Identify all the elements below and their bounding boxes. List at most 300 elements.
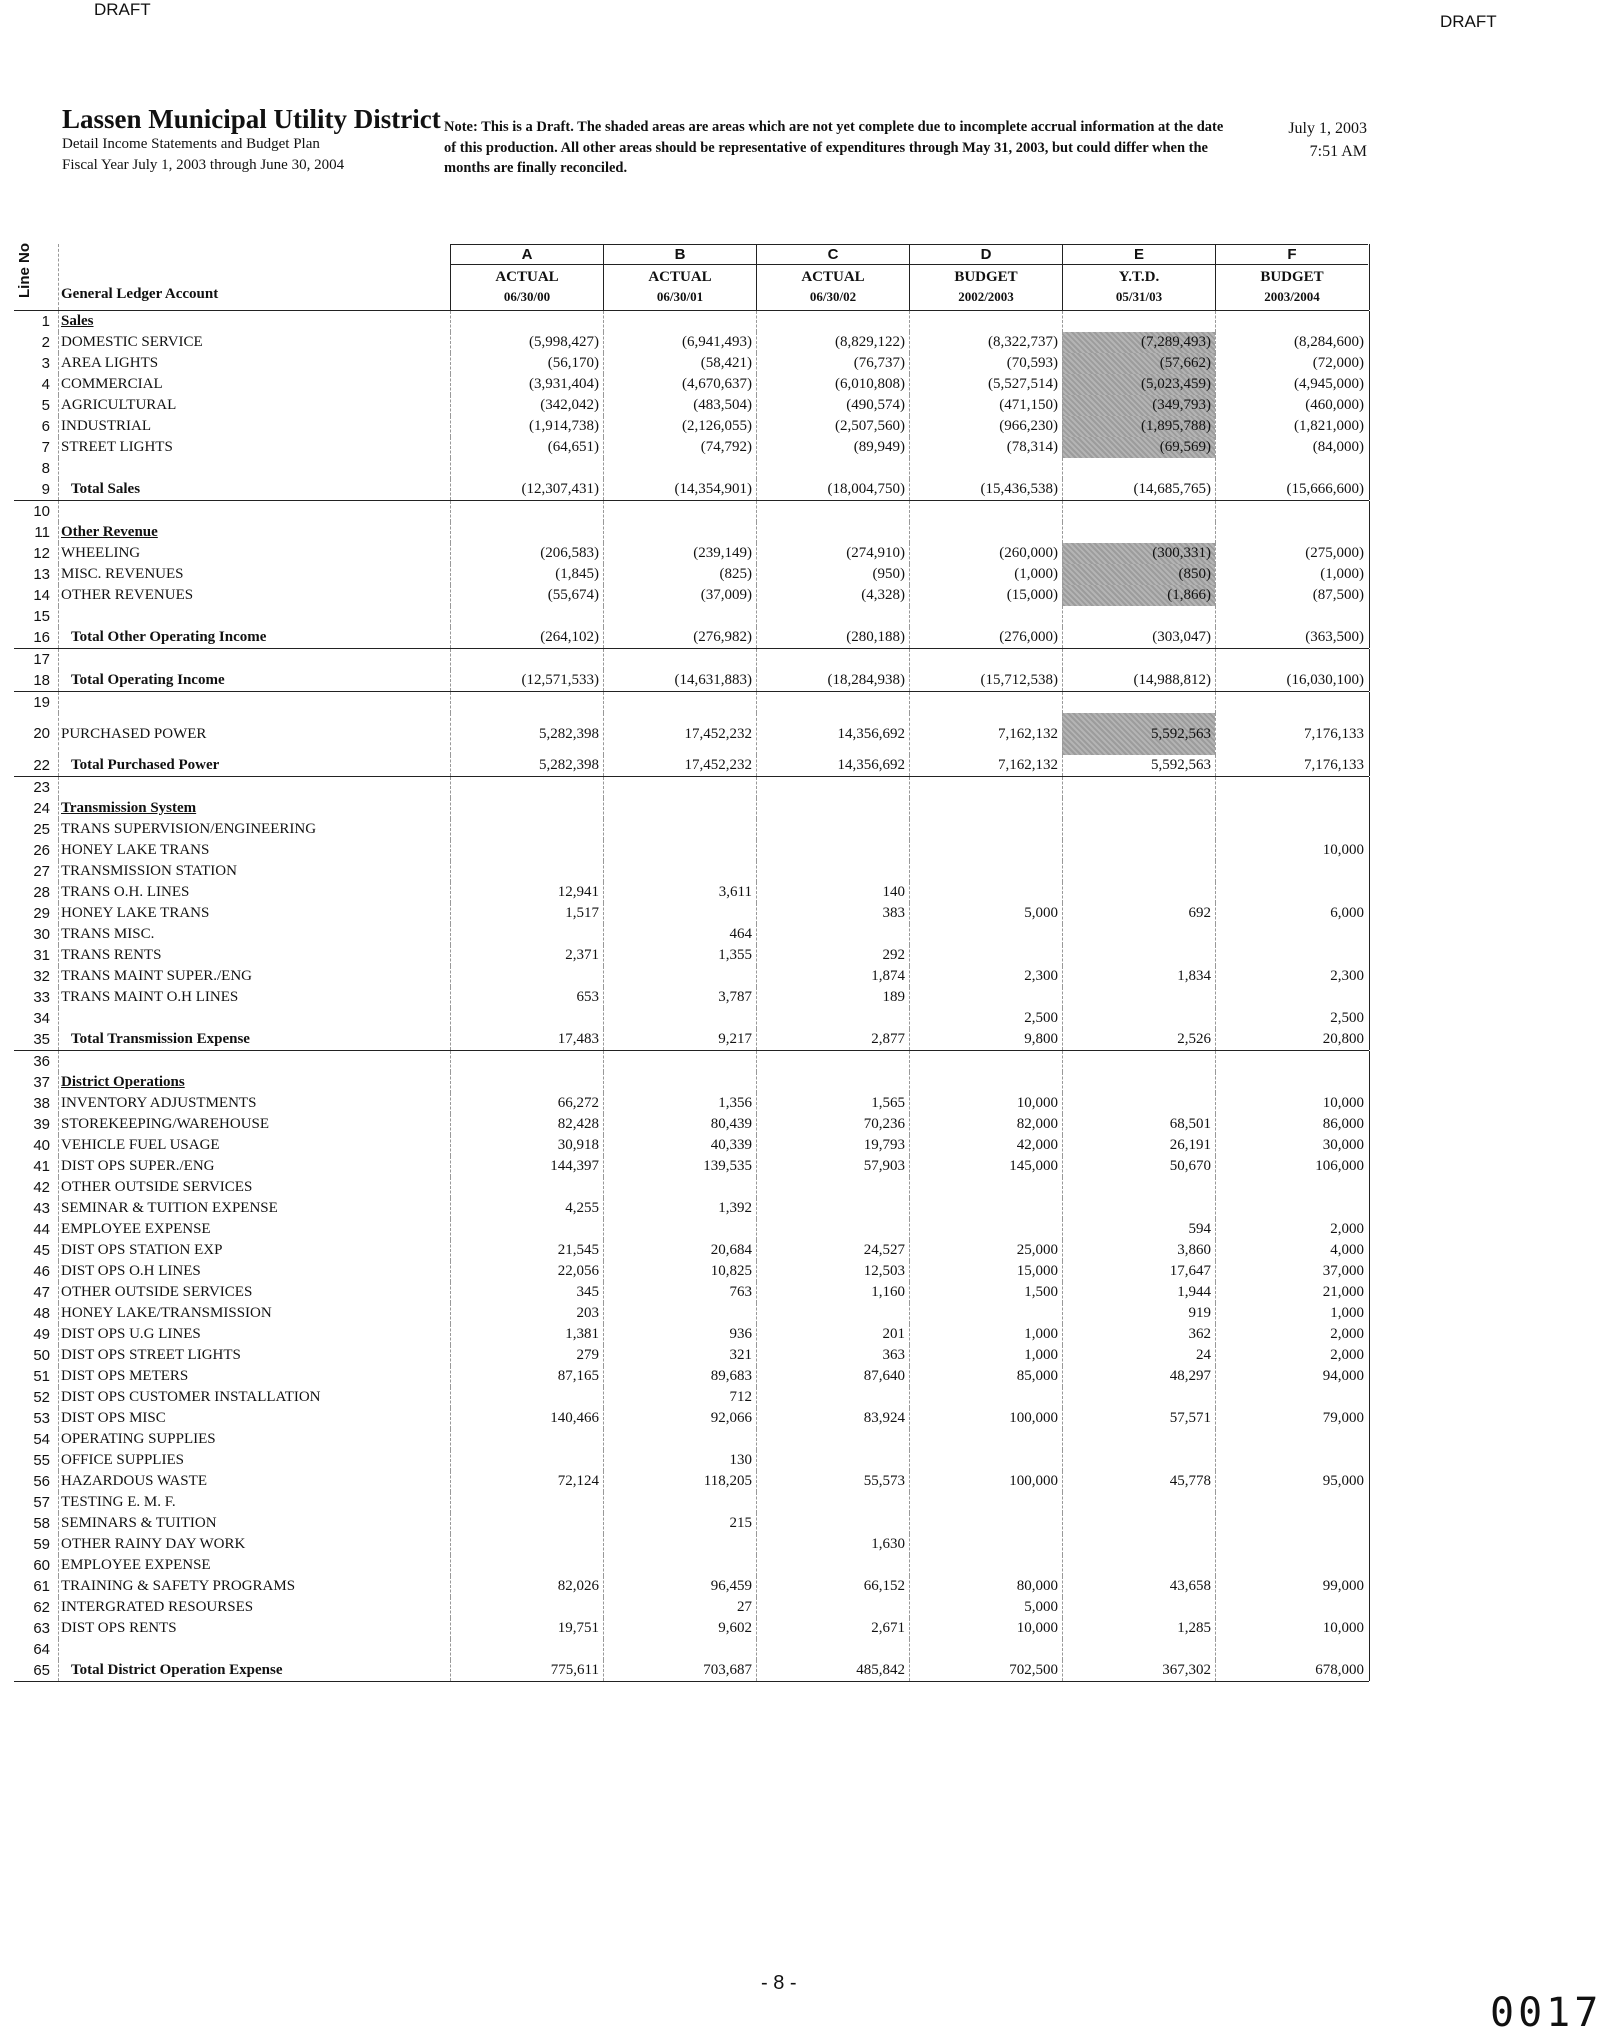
account-name: DIST OPS CUSTOMER INSTALLATION: [58, 1387, 450, 1408]
value-cell: 1,944: [1062, 1282, 1215, 1303]
value-cell: (274,910): [756, 543, 909, 564]
value-cell: [756, 1639, 909, 1660]
value-cell: 130: [603, 1450, 756, 1471]
value-cell: (14,685,765): [1062, 479, 1215, 500]
value-cell: [450, 1534, 603, 1555]
value-cell: [603, 840, 756, 861]
value-cell: 87,640: [756, 1366, 909, 1387]
table-row: [14, 649, 1369, 670]
account-name: Total Operating Income: [58, 670, 450, 691]
value-cell: 383: [756, 903, 909, 924]
table-row: [14, 1240, 1369, 1261]
value-cell: 712: [603, 1387, 756, 1408]
value-cell: [909, 987, 1062, 1008]
value-cell: 9,217: [603, 1029, 756, 1050]
value-cell: 594: [1062, 1219, 1215, 1240]
value-cell: [603, 1555, 756, 1576]
value-cell: (56,170): [450, 353, 603, 374]
value-cell: 12,941: [450, 882, 603, 903]
value-cell: 2,500: [909, 1008, 1062, 1029]
value-cell: [450, 1597, 603, 1618]
line-number: 40: [33, 1137, 50, 1154]
table-row: [14, 1555, 1369, 1576]
value-cell: 5,592,563: [1062, 713, 1215, 755]
value-cell: [909, 311, 1062, 332]
value-cell: 203: [450, 1303, 603, 1324]
value-cell: [1062, 606, 1215, 627]
value-cell: (64,651): [450, 437, 603, 458]
value-cell: 118,205: [603, 1471, 756, 1492]
value-cell: [450, 1051, 603, 1072]
account-name: TRANS MISC.: [58, 924, 450, 945]
value-cell: [603, 522, 756, 543]
value-cell: 2,000: [1215, 1219, 1368, 1240]
table-row: [14, 501, 1369, 522]
value-cell: [1062, 798, 1215, 819]
value-cell: [603, 1492, 756, 1513]
value-cell: 82,428: [450, 1114, 603, 1135]
value-cell: [603, 649, 756, 670]
value-cell: 692: [1062, 903, 1215, 924]
account-name: INVENTORY ADJUSTMENTS: [58, 1093, 450, 1114]
value-cell: 1,285: [1062, 1618, 1215, 1639]
value-cell: 19,751: [450, 1618, 603, 1639]
value-cell: 678,000: [1215, 1660, 1368, 1681]
value-cell: (72,000): [1215, 353, 1368, 374]
account-name: PURCHASED POWER: [58, 713, 450, 755]
table-row: [14, 777, 1369, 798]
account-name: Total Transmission Expense: [58, 1029, 450, 1050]
line-number: 56: [33, 1473, 50, 1490]
value-cell: [450, 649, 603, 670]
value-cell: [603, 861, 756, 882]
value-cell: [603, 1429, 756, 1450]
value-cell: [1062, 1072, 1215, 1093]
value-cell: (275,000): [1215, 543, 1368, 564]
table-row: [14, 564, 1369, 585]
value-cell: (239,149): [603, 543, 756, 564]
table-header-row: [14, 244, 1369, 311]
value-cell: [450, 1450, 603, 1471]
report-title: Lassen Municipal Utility District: [62, 104, 441, 134]
account-name: COMMERCIAL: [58, 374, 450, 395]
table-row: [14, 1303, 1369, 1324]
value-cell: [756, 1219, 909, 1240]
line-number: 12: [33, 545, 50, 562]
column-header-e: E Y.T.D. 05/31/03: [1062, 244, 1215, 310]
value-cell: [1215, 1597, 1368, 1618]
value-cell: [1215, 1639, 1368, 1660]
line-number: 7: [41, 439, 50, 456]
value-cell: [603, 1303, 756, 1324]
value-cell: [1215, 1387, 1368, 1408]
table-row: [14, 374, 1369, 395]
fiscal-year: Fiscal Year July 1, 2003 through June 30, 2004: [62, 157, 345, 173]
value-cell: 139,535: [603, 1156, 756, 1177]
value-cell: [1215, 1051, 1368, 1072]
value-cell: 5,282,398: [450, 713, 603, 755]
value-cell: 321: [603, 1345, 756, 1366]
value-cell: 24: [1062, 1345, 1215, 1366]
table-row: [14, 713, 1369, 755]
line-number: 28: [33, 884, 50, 901]
table-row: [14, 522, 1369, 543]
account-name: [58, 777, 450, 798]
value-cell: [1215, 945, 1368, 966]
value-cell: [450, 501, 603, 522]
value-cell: 189: [756, 987, 909, 1008]
line-number: 39: [33, 1116, 50, 1133]
table-row: [14, 437, 1369, 458]
page-number: - 8 -: [761, 1972, 797, 1994]
account-name: [58, 649, 450, 670]
table-row: [14, 1450, 1369, 1471]
value-cell: [756, 1513, 909, 1534]
line-number: 3: [41, 355, 50, 372]
draft-mark-left: DRAFT: [94, 0, 151, 19]
value-cell: [450, 1492, 603, 1513]
table-row: [14, 924, 1369, 945]
value-cell: (14,631,883): [603, 670, 756, 691]
account-name: TRANS MAINT O.H LINES: [58, 987, 450, 1008]
income-statement-table: [14, 244, 1369, 1682]
account-name: DIST OPS U.G LINES: [58, 1324, 450, 1345]
table-row: [14, 606, 1369, 627]
value-cell: 79,000: [1215, 1408, 1368, 1429]
value-cell: [756, 819, 909, 840]
value-cell: (460,000): [1215, 395, 1368, 416]
value-cell: 7,162,132: [909, 755, 1062, 776]
value-cell: 87,165: [450, 1366, 603, 1387]
value-cell: [1215, 882, 1368, 903]
value-cell: [1215, 1177, 1368, 1198]
value-cell: 9,800: [909, 1029, 1062, 1050]
value-cell: [450, 1429, 603, 1450]
value-cell: 4,255: [450, 1198, 603, 1219]
value-cell: 2,371: [450, 945, 603, 966]
value-cell: 1,874: [756, 966, 909, 987]
account-name: HAZARDOUS WASTE: [58, 1471, 450, 1492]
value-cell: (950): [756, 564, 909, 585]
account-name: OTHER RAINY DAY WORK: [58, 1534, 450, 1555]
account-name: DOMESTIC SERVICE: [58, 332, 450, 353]
value-cell: (58,421): [603, 353, 756, 374]
table-row: [14, 1660, 1369, 1682]
line-number: 38: [33, 1095, 50, 1112]
value-cell: (471,150): [909, 395, 1062, 416]
value-cell: [450, 798, 603, 819]
line-number: 13: [33, 566, 50, 583]
value-cell: [450, 861, 603, 882]
value-cell: 2,877: [756, 1029, 909, 1050]
value-cell: 4,000: [1215, 1240, 1368, 1261]
value-cell: 27: [603, 1597, 756, 1618]
line-number: 50: [33, 1347, 50, 1364]
line-number: 9: [41, 481, 50, 498]
draft-mark-right: DRAFT: [1440, 12, 1497, 31]
value-cell: 45,778: [1062, 1471, 1215, 1492]
value-cell: [450, 1219, 603, 1240]
account-name: OTHER OUTSIDE SERVICES: [58, 1282, 450, 1303]
table-row: [14, 1534, 1369, 1555]
value-cell: (5,023,459): [1062, 374, 1215, 395]
value-cell: [450, 692, 603, 713]
value-cell: 1,160: [756, 1282, 909, 1303]
account-name: OTHER REVENUES: [58, 585, 450, 606]
line-number: 65: [33, 1662, 50, 1679]
account-name: Other Revenue: [58, 522, 450, 543]
value-cell: 2,671: [756, 1618, 909, 1639]
value-cell: (1,895,788): [1062, 416, 1215, 437]
value-cell: [1215, 798, 1368, 819]
value-cell: (78,314): [909, 437, 1062, 458]
value-cell: 1,517: [450, 903, 603, 924]
value-cell: 17,452,232: [603, 713, 756, 755]
value-cell: (2,507,560): [756, 416, 909, 437]
line-number: 10: [33, 503, 50, 520]
value-cell: [603, 1639, 756, 1660]
value-cell: 10,000: [909, 1093, 1062, 1114]
value-cell: [1062, 692, 1215, 713]
value-cell: 15,000: [909, 1261, 1062, 1282]
value-cell: 10,000: [1215, 1618, 1368, 1639]
line-number: 42: [33, 1179, 50, 1196]
value-cell: [909, 819, 1062, 840]
value-cell: (363,500): [1215, 627, 1368, 648]
account-name: DIST OPS SUPER./ENG: [58, 1156, 450, 1177]
value-cell: 362: [1062, 1324, 1215, 1345]
table-row: [14, 966, 1369, 987]
value-cell: 82,026: [450, 1576, 603, 1597]
value-cell: [756, 1555, 909, 1576]
value-cell: 42,000: [909, 1135, 1062, 1156]
account-name: DIST OPS RENTS: [58, 1618, 450, 1639]
value-cell: 22,056: [450, 1261, 603, 1282]
value-cell: (349,793): [1062, 395, 1215, 416]
value-cell: (37,009): [603, 585, 756, 606]
value-cell: 1,000: [909, 1324, 1062, 1345]
value-cell: [909, 1387, 1062, 1408]
line-number: 15: [33, 608, 50, 625]
table-row: [14, 1492, 1369, 1513]
value-cell: [1215, 606, 1368, 627]
line-number: 60: [33, 1557, 50, 1574]
value-cell: 2,500: [1215, 1008, 1368, 1029]
report-date: July 1, 2003: [1288, 120, 1367, 137]
account-name: TRAINING & SAFETY PROGRAMS: [58, 1576, 450, 1597]
value-cell: 1,000: [909, 1345, 1062, 1366]
value-cell: [1215, 522, 1368, 543]
value-cell: 7,162,132: [909, 713, 1062, 755]
line-number: 5: [41, 397, 50, 414]
value-cell: [1062, 840, 1215, 861]
report-time: 7:51 AM: [1309, 143, 1367, 160]
value-cell: 17,452,232: [603, 755, 756, 776]
line-number: 25: [33, 821, 50, 838]
value-cell: [450, 1387, 603, 1408]
value-cell: 85,000: [909, 1366, 1062, 1387]
value-cell: [1062, 1492, 1215, 1513]
table-row: [14, 670, 1369, 692]
value-cell: (825): [603, 564, 756, 585]
line-number-header: Line No: [16, 243, 33, 298]
account-name: TRANS SUPERVISION/ENGINEERING: [58, 819, 450, 840]
value-cell: 2,300: [1215, 966, 1368, 987]
value-cell: 48,297: [1062, 1366, 1215, 1387]
table-row: [14, 627, 1369, 649]
account-name: OTHER OUTSIDE SERVICES: [58, 1177, 450, 1198]
table-row: [14, 1135, 1369, 1156]
value-cell: (18,004,750): [756, 479, 909, 500]
value-cell: 14,356,692: [756, 713, 909, 755]
value-cell: [909, 692, 1062, 713]
value-cell: [450, 1072, 603, 1093]
account-name: District Operations: [58, 1072, 450, 1093]
table-row: [14, 458, 1369, 479]
value-cell: 367,302: [1062, 1660, 1215, 1681]
value-cell: (76,737): [756, 353, 909, 374]
value-cell: (14,354,901): [603, 479, 756, 500]
value-cell: 17,483: [450, 1029, 603, 1050]
value-cell: 96,459: [603, 1576, 756, 1597]
value-cell: (264,102): [450, 627, 603, 648]
value-cell: [909, 1303, 1062, 1324]
value-cell: (57,662): [1062, 353, 1215, 374]
value-cell: (12,307,431): [450, 479, 603, 500]
value-cell: 89,683: [603, 1366, 756, 1387]
value-cell: 30,000: [1215, 1135, 1368, 1156]
line-number: 2: [41, 334, 50, 351]
table-row: [14, 1261, 1369, 1282]
value-cell: 1,355: [603, 945, 756, 966]
value-cell: [1215, 1450, 1368, 1471]
value-cell: (6,010,808): [756, 374, 909, 395]
value-cell: [1062, 1534, 1215, 1555]
line-number: 47: [33, 1284, 50, 1301]
value-cell: (5,998,427): [450, 332, 603, 353]
line-number: 14: [33, 587, 50, 604]
value-cell: 20,684: [603, 1240, 756, 1261]
value-cell: [1215, 777, 1368, 798]
table-row: [14, 1282, 1369, 1303]
value-cell: [756, 777, 909, 798]
value-cell: 106,000: [1215, 1156, 1368, 1177]
draft-note: Note: This is a Draft. The shaded areas are areas which are not yet complete due to incomplete accrual information at the date of this production. All other areas should be representative of expenditures through May 31, 2003, but could differ when the months are finally reconciled.: [444, 119, 1224, 176]
account-name: TRANS O.H. LINES: [58, 882, 450, 903]
value-cell: (15,666,600): [1215, 479, 1368, 500]
table-row: [14, 1114, 1369, 1135]
account-name: DIST OPS MISC: [58, 1408, 450, 1429]
value-cell: [909, 1051, 1062, 1072]
value-cell: [756, 1072, 909, 1093]
value-cell: (14,988,812): [1062, 670, 1215, 691]
account-name: Total Sales: [58, 479, 450, 500]
value-cell: [1062, 1198, 1215, 1219]
value-cell: [909, 1639, 1062, 1660]
account-name: TRANS RENTS: [58, 945, 450, 966]
line-number: 36: [33, 1053, 50, 1070]
value-cell: 145,000: [909, 1156, 1062, 1177]
value-cell: 66,272: [450, 1093, 603, 1114]
line-number: 63: [33, 1620, 50, 1637]
value-cell: 1,381: [450, 1324, 603, 1345]
account-name: DIST OPS STREET LIGHTS: [58, 1345, 450, 1366]
account-name: HONEY LAKE TRANS: [58, 903, 450, 924]
value-cell: [1062, 987, 1215, 1008]
value-cell: (490,574): [756, 395, 909, 416]
account-name: TRANS MAINT SUPER./ENG: [58, 966, 450, 987]
value-cell: 43,658: [1062, 1576, 1215, 1597]
value-cell: 702,500: [909, 1660, 1062, 1681]
value-cell: 485,842: [756, 1660, 909, 1681]
value-cell: [1062, 501, 1215, 522]
value-cell: [756, 1008, 909, 1029]
value-cell: 57,903: [756, 1156, 909, 1177]
value-cell: (15,436,538): [909, 479, 1062, 500]
value-cell: [603, 458, 756, 479]
value-cell: [603, 1051, 756, 1072]
line-number: 11: [34, 524, 50, 541]
line-number: 6: [41, 418, 50, 435]
value-cell: 936: [603, 1324, 756, 1345]
account-name: INDUSTRIAL: [58, 416, 450, 437]
value-cell: [756, 606, 909, 627]
line-number: 17: [33, 651, 50, 668]
value-cell: (1,866): [1062, 585, 1215, 606]
value-cell: 140: [756, 882, 909, 903]
line-number: 43: [33, 1200, 50, 1217]
value-cell: [450, 522, 603, 543]
column-header-d: D BUDGET 2002/2003: [909, 244, 1062, 310]
value-cell: 20,800: [1215, 1029, 1368, 1050]
value-cell: [1062, 1429, 1215, 1450]
value-cell: [450, 966, 603, 987]
value-cell: (276,000): [909, 627, 1062, 648]
value-cell: (966,230): [909, 416, 1062, 437]
table-row: [14, 543, 1369, 564]
account-name: STOREKEEPING/WAREHOUSE: [58, 1114, 450, 1135]
value-cell: (16,030,100): [1215, 670, 1368, 691]
value-cell: [450, 1008, 603, 1029]
value-cell: 57,571: [1062, 1408, 1215, 1429]
value-cell: (5,527,514): [909, 374, 1062, 395]
line-number: 45: [33, 1242, 50, 1259]
value-cell: 25,000: [909, 1240, 1062, 1261]
value-cell: [756, 692, 909, 713]
value-cell: 215: [603, 1513, 756, 1534]
value-cell: [909, 458, 1062, 479]
value-cell: [450, 1513, 603, 1534]
value-cell: [1215, 311, 1368, 332]
value-cell: [1215, 1072, 1368, 1093]
line-number: 58: [33, 1515, 50, 1532]
value-cell: [1215, 649, 1368, 670]
line-number: 16: [33, 629, 50, 646]
value-cell: [909, 882, 1062, 903]
line-number: 62: [33, 1599, 50, 1616]
account-name: Total Purchased Power: [58, 755, 450, 776]
value-cell: [756, 1051, 909, 1072]
value-cell: 70,236: [756, 1114, 909, 1135]
table-row: [14, 945, 1369, 966]
line-number: 52: [33, 1389, 50, 1406]
account-name: OPERATING SUPPLIES: [58, 1429, 450, 1450]
value-cell: 1,356: [603, 1093, 756, 1114]
value-cell: (1,000): [1215, 564, 1368, 585]
table-row: [14, 1072, 1369, 1093]
value-cell: [450, 458, 603, 479]
value-cell: 3,611: [603, 882, 756, 903]
